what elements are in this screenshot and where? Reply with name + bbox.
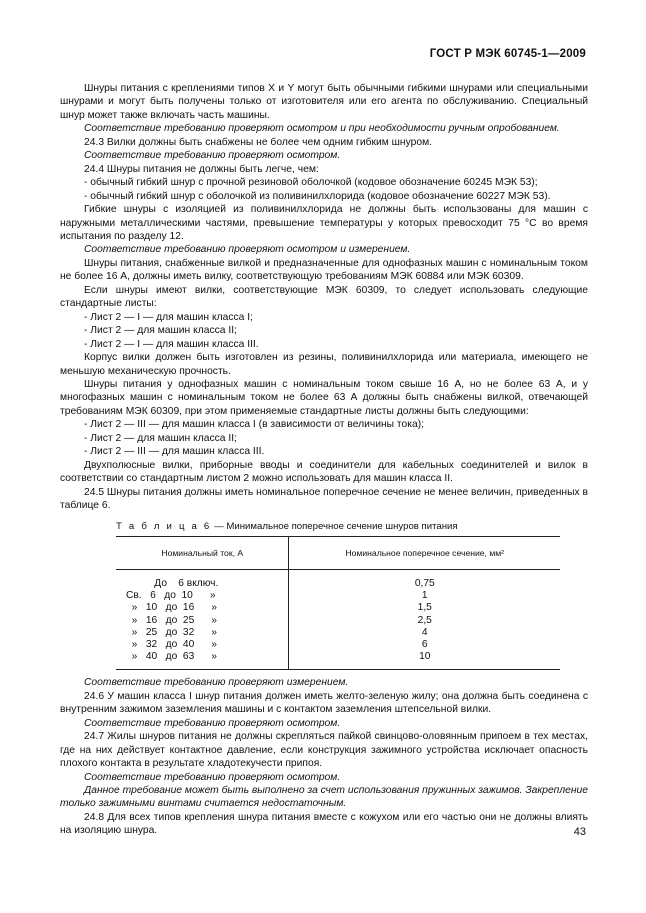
paragraph: 24.6 У машин класса I шнур питания должен иметь желто-зеленую жилу; она должна быть соединена с внутренним зажимом заземления машины и с контактом заземления штепсельной вилки. xyxy=(60,690,588,716)
table-header-row xyxy=(116,536,560,569)
paragraph: - обычный гибкий шнур с оболочкой из поливинилхлорида (кодовое обозначение 60227 МЭК 53). xyxy=(84,190,551,202)
page-number: 43 xyxy=(573,826,586,838)
page-content xyxy=(60,82,588,838)
paragraph: Соответствие требованию проверяют осмотром и измерением. xyxy=(84,244,411,256)
table-caption-label: Т а б л и ц а 6 xyxy=(116,520,212,532)
cell-section: 0,75 xyxy=(414,577,435,589)
cell-current: » 10 до 16 » xyxy=(116,602,289,614)
table-row xyxy=(116,627,560,639)
paragraph: Соответствие требованию проверяют осмотром. xyxy=(84,771,341,783)
table-caption-text: — Минимальное поперечное сечение шнуров питания xyxy=(211,520,458,532)
table-body xyxy=(116,569,560,669)
cell-current: » 25 до 32 » xyxy=(116,627,289,639)
paragraph: Соответствие требованию проверяют осмотром. xyxy=(84,150,341,162)
cell-current: » 32 до 40 » xyxy=(116,639,289,651)
paragraph: Если шнуры имеют вилки, соответствующие МЭК 60309, то следует использовать следующие стандартные листы: xyxy=(60,284,588,310)
cell-section: 4 xyxy=(421,626,428,638)
paragraph: - Лист 2 — I — для машин класса I; xyxy=(84,311,253,323)
table-row xyxy=(116,569,560,590)
paragraph: Двухполюсные вилки, приборные вводы и соединители для кабельных соединителей и вилок в соответствии со стандартным листом 2 можно использовать для машин класса II. xyxy=(60,459,588,485)
paragraph: 24.3 Вилки должны быть снабжены не более чем одним гибким шнуром. xyxy=(84,136,433,148)
table-caption xyxy=(116,520,588,533)
paragraphs-after-table xyxy=(60,676,588,837)
paragraph: Соответствие требованию проверяют осмотром и при необходимости ручным опробованием. xyxy=(84,123,560,135)
cell-section: 6 xyxy=(421,638,428,650)
header-section: Номинальное поперечное сечение, мм² xyxy=(289,536,560,569)
paragraph: 24.8 Для всех типов крепления шнура питания вместе с кожухом или его частью они не должны влиять на изоляцию шнура. xyxy=(60,811,588,837)
cell-current: Св. 6 до 10 » xyxy=(116,590,289,602)
paragraph: - обычный гибкий шнур с прочной резиновой оболочкой (кодовое обозначение 60245 МЭК 53); xyxy=(84,177,538,189)
paragraph: Гибкие шнуры с изоляцией из поливинилхлорида не должны быть использованы для машин с наружными металлическими частями, превышение температуры у которых превосходит 75 °С во время испытания по разделу 12. xyxy=(60,204,588,242)
table-row xyxy=(116,639,560,651)
cell-current: » 16 до 25 » xyxy=(116,615,289,627)
table-row xyxy=(116,602,560,614)
paragraph: Данное требование может быть выполнено за счет использования пружинных зажимов. Закрепление только зажимными винтами считается недостаточным. xyxy=(60,785,588,810)
paragraph: Шнуры питания с креплениями типов X и Y могут быть обычными гибкими шнурами или специальными шнурами и могут быть получены только от изготовителя или его агента по обслуживанию. Специальный шнур может также включать часть машины. xyxy=(60,83,588,121)
cell-current: До 6 включ. xyxy=(116,569,289,590)
paragraph: 24.7 Жилы шнуров питания не должны скрепляться пайкой свинцово-оловянным припоем в тех местах, где на них действует контактное давление, если конструкция зажимного устройства исключает опасность плохого контакта в результате хладотекучести припоя. xyxy=(60,731,588,770)
paragraph: - Лист 2 — III — для машин класса III. xyxy=(84,446,265,458)
table-row xyxy=(116,590,560,602)
table-row xyxy=(116,615,560,627)
document-header: ГОСТ Р МЭК 60745-1—2009 xyxy=(429,48,586,60)
paragraph: - Лист 2 — III — для машин класса I (в зависимости от величины тока); xyxy=(84,419,424,431)
cell-section: 2,5 xyxy=(417,614,432,626)
paragraph: 24.5 Шнуры питания должны иметь номинальное поперечное сечение не менее величин, приведенных в таблице 6. xyxy=(60,486,588,512)
paragraph: Шнуры питания, снабженные вилкой и предназначенные для однофазных машин с номинальным током не более 16 А, должны иметь вилку, соответствующую требованиям МЭК 60884 или МЭК 60309. xyxy=(60,257,588,283)
paragraph: Соответствие требованию проверяют осмотром. xyxy=(84,717,341,729)
cross-section-table xyxy=(116,536,560,670)
paragraphs-before-table xyxy=(60,82,588,513)
paragraph: - Лист 2 — для машин класса II; xyxy=(84,432,237,444)
paragraph: - Лист 2 — для машин класса II; xyxy=(84,325,237,337)
header-current: Номинальный ток, А xyxy=(116,536,289,569)
cell-section: 1,5 xyxy=(417,602,432,614)
table-row xyxy=(116,651,560,670)
paragraph: - Лист 2 — I — для машин класса III. xyxy=(84,338,259,350)
paragraph: 24.4 Шнуры питания не должны быть легче, чем: xyxy=(84,163,319,175)
paragraph: Корпус вилки должен быть изготовлен из резины, поливинилхлорида или материала, имеющего не меньшую механическую прочность. xyxy=(60,352,588,377)
paragraph: Соответствие требованию проверяют измерением. xyxy=(84,677,349,689)
paragraph: Шнуры питания у однофазных машин с номинальным током свыше 16 А, но не более 63 А, и у многофазных машин с номинальным током не более 63 А должны быть снабжены вилкой, отвечающей требованиям МЭК 60309, при этом применяемые стандартные листы должны быть следующими: xyxy=(60,378,588,417)
cell-section: 1 xyxy=(421,590,428,602)
cell-current: » 40 до 63 » xyxy=(116,651,289,670)
cell-section: 10 xyxy=(289,651,560,670)
